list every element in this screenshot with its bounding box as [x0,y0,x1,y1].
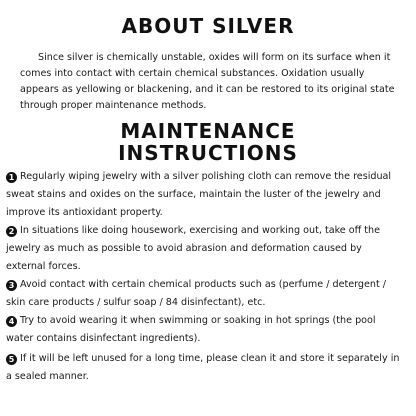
about-silver-paragraph: Since silver is chemically unstable, oxides will form on its surface when it comes into contact with certain chemical substances. Oxidation usually appears as yellowing or blackening, and it can be restored to its original state through proper maintenance methods. [20,52,395,111]
instruction-text-1: Regularly wiping jewelry with a silver polishing cloth can remove the residual sweat stains and oxides on the surface, maintain the luster of the jewelry and improve its antioxidant property. [6,171,392,218]
instruction-text-3: Avoid contact with certain chemical products such as (perfume / detergent / skin care products / sulfur soap / 84 disinfectant), etc. [6,279,387,308]
number-5-badge-icon: 5 [6,354,17,365]
number-2-badge-icon: 2 [6,226,17,237]
number-4-badge-icon: 4 [6,316,17,327]
instruction-item-2 [6,222,402,276]
instruction-text-2: In situations like doing housework, exercising and working out, take off the jewelry as much as possible to avoid abrasion and deformation caused by external forces. [6,225,381,272]
maintenance-instructions-heading [0,120,416,164]
instruction-text-4: Try to avoid wearing it when swimming or soaking in hot springs (the pool water contains disinfectant ingredients). [6,315,376,344]
instruction-item-5 [6,350,402,386]
number-3-badge-icon: 3 [6,280,17,291]
instruction-item-3 [6,276,402,312]
number-1-badge-icon: 1 [6,172,17,183]
about-silver-heading: ABOUT SILVER [121,14,295,38]
heading-line-2: INSTRUCTIONS [118,141,298,165]
instruction-item-1 [6,168,402,222]
instruction-item-4 [6,312,402,348]
instruction-text-5: If it will be left unused for a long time, please clean it and store it separately in a sealed manner. [6,353,400,382]
heading-line-1: MAINTENANCE [120,119,296,143]
